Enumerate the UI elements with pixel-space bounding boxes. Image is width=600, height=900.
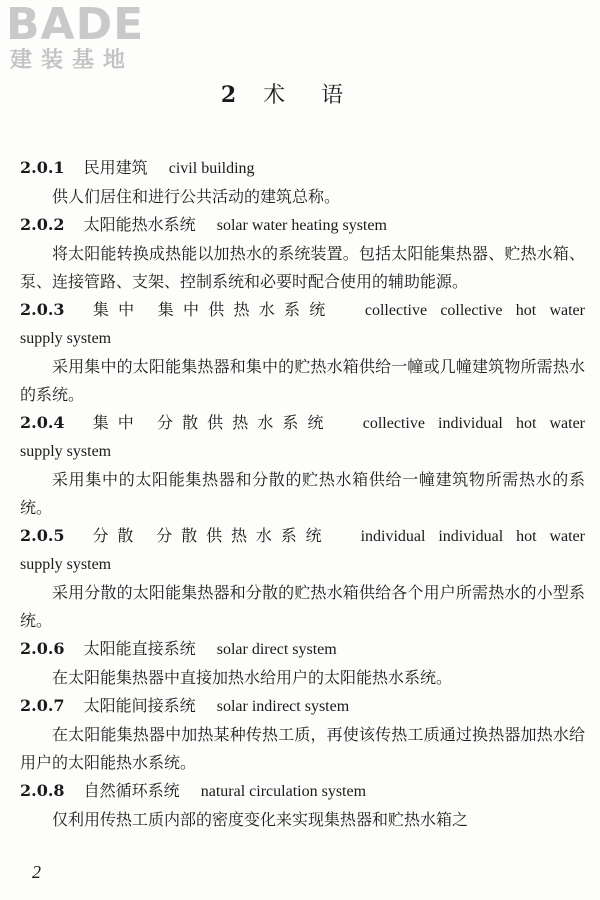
term-code: 2.0.7 <box>20 696 65 715</box>
term-code: 2.0.6 <box>20 639 65 658</box>
term-heading <box>20 777 585 806</box>
term-definition: 采用分散的太阳能集热器和分散的贮热水箱供给各个用户所需热水的小型系统。 <box>20 583 585 630</box>
term-chinese-name: 集中 集中供热水系统 <box>92 300 335 319</box>
term-chinese-name: 自然循环系统 <box>83 781 180 800</box>
term-english-name: natural circulation system <box>200 783 367 800</box>
page-number: 2 <box>32 862 41 882</box>
term-english-name: collective collective hot water <box>364 302 585 319</box>
term-entry <box>20 296 585 409</box>
term-english-name: solar direct system <box>216 641 337 658</box>
term-definition: 在太阳能集热器中加热某种传热工质，再使该传热工质通过换热器加热水给用户的太阳能热水系统。 <box>20 725 585 772</box>
term-heading <box>20 154 585 183</box>
term-heading <box>20 296 585 325</box>
term-definition: 在太阳能集热器中直接加热水给用户的太阳能热水系统。 <box>52 668 453 687</box>
term-english-name: civil building <box>168 160 255 177</box>
term-definition: 采用集中的太阳能集热器和分散的贮热水箱供给一幢建筑物所需热水的系统。 <box>20 470 585 517</box>
term-chinese-name: 太阳能直接系统 <box>83 639 196 658</box>
bade-logo <box>6 0 186 76</box>
term-chinese-name: 分散 分散供热水系统 <box>92 526 331 545</box>
term-english-name-continued: supply system <box>20 330 112 347</box>
term-english-name: individual individual hot water <box>360 528 585 545</box>
term-english-name-continued: supply system <box>20 443 112 460</box>
term-code: 2.0.2 <box>20 215 65 234</box>
term-heading <box>20 211 585 240</box>
term-definition: 采用集中的太阳能集热器和集中的贮热水箱供给一幢或几幢建筑物所需热水的系统。 <box>20 357 585 404</box>
term-heading <box>20 522 585 551</box>
logo-subtitle: 建装基地 <box>10 48 135 73</box>
term-code: 2.0.4 <box>20 413 65 432</box>
logo-brand: BADE <box>6 0 145 50</box>
term-definition: 供人们居住和进行公共活动的建筑总称。 <box>52 187 341 206</box>
term-entry <box>20 635 585 692</box>
term-code: 2.0.3 <box>20 300 65 319</box>
term-entry <box>20 777 585 834</box>
term-definition: 将太阳能转换成热能以加热水的系统装置。包括太阳能集热器、贮热水箱、泵、连接管路、支架、控制系统和必要时配合使用的辅助能源。 <box>20 244 585 291</box>
section-title-text: 术语 <box>263 83 380 108</box>
term-code: 2.0.5 <box>20 526 65 545</box>
term-heading <box>20 635 585 664</box>
term-english-name: solar water heating system <box>216 217 387 234</box>
term-chinese-name: 民用建筑 <box>83 158 148 177</box>
term-entry <box>20 692 585 777</box>
terms-list <box>20 154 585 834</box>
term-heading <box>20 692 585 721</box>
term-heading <box>20 409 585 438</box>
term-code: 2.0.8 <box>20 781 65 800</box>
term-chinese-name: 集中 分散供热水系统 <box>92 413 333 432</box>
term-entry <box>20 211 585 296</box>
term-chinese-name: 太阳能热水系统 <box>83 215 196 234</box>
term-english-name-continued: supply system <box>20 556 112 573</box>
term-code: 2.0.1 <box>20 158 65 177</box>
term-chinese-name: 太阳能间接系统 <box>83 696 196 715</box>
term-entry <box>20 154 585 211</box>
section-number: 2 <box>220 82 237 108</box>
term-entry <box>20 409 585 522</box>
term-english-name: collective individual hot water <box>362 415 586 432</box>
term-definition: 仅利用传热工质内部的密度变化来实现集热器和贮热水箱之 <box>52 810 469 829</box>
term-english-name: solar indirect system <box>216 698 350 715</box>
section-title <box>0 80 600 111</box>
term-entry <box>20 522 585 635</box>
